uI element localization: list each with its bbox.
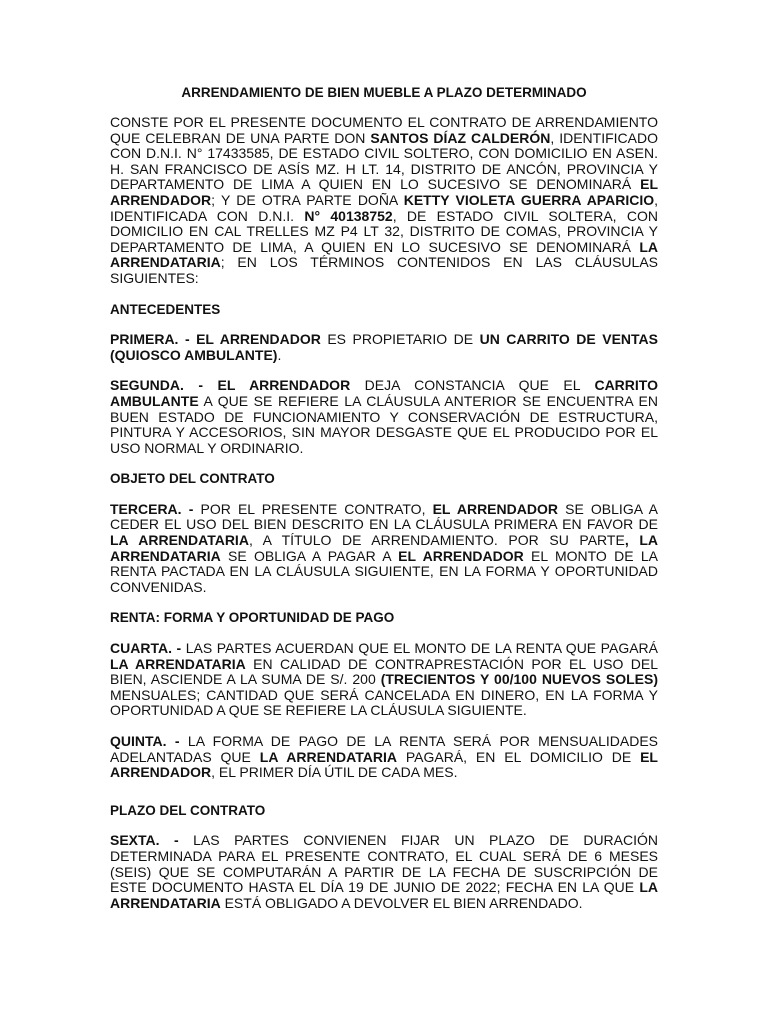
- text: LAS PARTES CONVIENEN FIJAR UN PLAZO DE DURACIÓN DETERMINADA PARA EL PRESENTE CONTRATO, EL CUAL SERÁ DE 6 MESES (SEIS) QUE SE COMPUTARÁN A PARTIR DE LA FECHA DE SUSCRIPCIÓN DE ESTE DOCUMENTO HASTA EL DÍA 19 DE JUNIO DE 2022; FECHA EN LA QUE: [110, 832, 659, 896]
- section-heading-antecedentes: ANTECEDENTES: [110, 301, 221, 317]
- text: DEJA CONSTANCIA QUE EL: [350, 377, 595, 394]
- role-arrendador: EL ARRENDADOR: [110, 176, 658, 208]
- text: , DE ESTADO CIVIL SOLTERA, CON DOMICILIO EN CAL TRELLES MZ P4 LT 32, DISTRITO DE COMAS, PROVINCIA Y DEPARTAMENTO DE LIMA, A QUIEN EN LO SUCESIVO SE DENOMINARÁ: [110, 207, 659, 255]
- clause-label: QUINTA. -: [110, 733, 180, 749]
- bold-text: LA ARRENDATARIA: [259, 748, 397, 765]
- clause-segunda: [110, 378, 658, 456]
- clause-label: SEGUNDA. - EL ARRENDADOR: [110, 377, 351, 394]
- clause-label: TERCERA. -: [110, 500, 194, 517]
- text: A QUE SE REFIERE LA CLÁUSULA ANTERIOR SE ENCUENTRA EN BUEN ESTADO DE FUNCIONAMIENTO Y CONSERVACIÓN DE ESTRUCTURA, PINTURA Y ACCESORIOS, SIN MAYOR DESGASTE QUE EL PRODUCIDO POR EL USO NORMAL Y ORDINARIO.: [110, 392, 658, 456]
- party-name-arrendador: SANTOS DÍAZ CALDERÓN: [370, 129, 551, 146]
- clause-label: SEXTA. -: [110, 832, 179, 849]
- bold-text: LA ARRENDATARIA: [110, 655, 246, 672]
- text: CONSTE POR EL PRESENTE DOCUMENTO EL CONTRATO DE ARRENDAMIENTO QUE CELEBRAN DE UNA PARTE DON: [110, 114, 658, 146]
- text: EL MONTO DE LA RENTA PACTADA EN LA CLÁUSULA SIGUIENTE, EN LA FORMA Y OPORTUNIDAD CONVENIDAS.: [110, 547, 658, 595]
- text: ESTÁ OBLIGADO A DEVOLVER EL BIEN ARRENDADO.: [220, 894, 583, 911]
- section-heading-renta: RENTA: FORMA Y OPORTUNIDAD DE PAGO: [110, 610, 395, 626]
- role-arrendataria: LA ARRENDATARIA: [110, 238, 658, 271]
- clause-label: PRIMERA. - EL ARRENDADOR: [110, 331, 321, 348]
- clause-quinta: [110, 734, 658, 781]
- text: MENSUALES; CANTIDAD QUE SERÁ CANCELADA EN DINERO, EN LA FORMA Y OPORTUNIDAD A QUE SE REFIERE LA CLÁUSULA SIGUIENTE.: [110, 686, 658, 719]
- dni-number: N° 40138752: [304, 207, 393, 224]
- bold-text: UN CARRITO DE VENTAS (QUIOSCO AMBULANTE): [110, 331, 658, 363]
- text: .: [277, 346, 282, 363]
- bold-text: LA ARRENDATARIA: [110, 879, 658, 911]
- bold-text: LA ARRENDATARIA: [110, 532, 249, 549]
- text: PAGARÁ, EN EL DOMICILIO DE: [396, 748, 641, 765]
- text: LA FORMA DE PAGO DE LA RENTA SERÁ POR MENSUALIDADES ADELANTADAS QUE: [110, 733, 658, 765]
- text: SE OBLIGA A CEDER EL USO DEL BIEN DESCRITO EN LA CLÁUSULA PRIMERA EN FAVOR DE: [110, 500, 658, 533]
- bold-text: EL ARRENDADOR: [432, 500, 558, 517]
- text: ; EN LOS TÉRMINOS CONTENIDOS EN LAS CLÁUSULAS SIGUIENTES:: [110, 254, 658, 286]
- text: , IDENTIFICADO CON D.N.I. N° 17433585, DE ESTADO CIVIL SOLTERO, CON DOMICILIO EN ASEN. H. SAN FRANCISCO DE ASÍS MZ. H LT. 14, DISTRITO DE ANCÓN, PROVINCIA Y DEPARTAMENTO DE LIMA A QUIEN EN LO SUCESIVO SE DENOMINARÁ: [110, 129, 658, 193]
- text: , IDENTIFICADA CON D.N.I.: [110, 191, 658, 224]
- intro-paragraph: [110, 115, 658, 287]
- section-heading-objeto: OBJETO DEL CONTRATO: [110, 471, 275, 487]
- bold-text: , LA ARRENDATARIA: [110, 532, 658, 564]
- text: LAS PARTES ACUERDAN QUE EL MONTO DE LA RENTA QUE PAGARÁ: [181, 640, 658, 657]
- section-heading-plazo: PLAZO DEL CONTRATO: [110, 802, 266, 818]
- clause-label: CUARTA. -: [110, 640, 182, 657]
- clause-primera: [110, 332, 658, 363]
- text: ES PROPIETARIO DE: [320, 331, 480, 348]
- bold-text: (TRECIENTOS Y 00/100 NUEVOS SOLES): [380, 671, 659, 688]
- text: , EL PRIMER DÍA ÚTIL DE CADA MES.: [211, 764, 458, 781]
- text: EN CALIDAD DE CONTRAPRESTACIÓN POR EL USO DEL BIEN, ASCIENDE A LA SUMA DE S/. 200: [110, 655, 659, 688]
- document-title: ARRENDAMIENTO DE BIEN MUEBLE A PLAZO DETERMINADO: [181, 85, 587, 100]
- bold-text: EL ARRENDADOR: [110, 748, 658, 781]
- clause-cuarta: [110, 641, 658, 719]
- clause-tercera: [110, 502, 658, 596]
- clause-sexta: [110, 833, 658, 911]
- bold-text: CARRITO AMBULANTE: [110, 377, 658, 409]
- text: ; Y DE OTRA PARTE DOÑA: [211, 191, 404, 208]
- text: POR EL PRESENTE CONTRATO,: [193, 500, 433, 517]
- text: SE OBLIGA A PAGAR A: [220, 547, 399, 564]
- bold-text: EL ARRENDADOR: [398, 547, 524, 564]
- text: , A TÍTULO DE ARRENDAMIENTO. POR SU PARTE: [248, 532, 625, 549]
- party-name-arrendataria: KETTY VIOLETA GUERRA APARICIO: [403, 191, 655, 208]
